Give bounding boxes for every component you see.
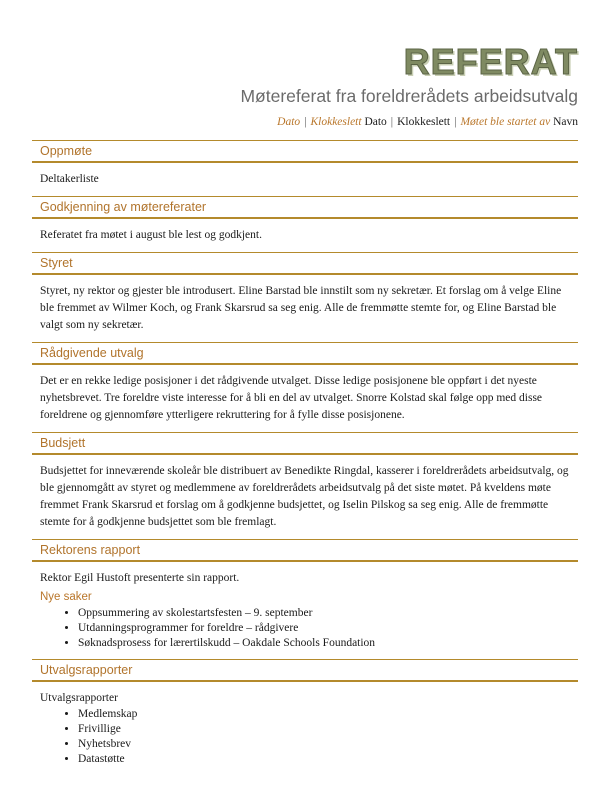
section-heading-attendance: Oppmøte: [32, 140, 578, 163]
attendance-text: Deltakerliste: [40, 173, 99, 185]
time-label: Klokkeslett: [310, 116, 362, 128]
started-by-label: Møtet ble startet av: [460, 116, 551, 128]
section-heading-board: Styret: [32, 252, 578, 275]
section-body-budget: [32, 455, 578, 539]
started-by-value: Navn: [553, 116, 578, 128]
separator: |: [304, 116, 307, 128]
list-item: • Medlemskap: [78, 707, 578, 722]
time-value: Klokkeslett: [397, 116, 451, 128]
list-item: • Søknadsprosess for lærertilskudd – Oakdale Schools Foundation: [78, 636, 578, 651]
list-item: • Nyhetsbrev: [78, 737, 578, 752]
meeting-meta-line: [277, 116, 578, 128]
section-body-principal: [32, 562, 578, 659]
new-items-subheading: Nye saker: [40, 591, 92, 603]
new-items-list: [40, 606, 578, 651]
list-item: • Datastøtte: [78, 752, 578, 767]
list-item: • Oppsummering av skolestartsfesten – 9. september: [78, 606, 578, 621]
section-heading-committees: Utvalgsrapporter: [32, 659, 578, 682]
section-body-approval: [32, 219, 578, 252]
principal-text: Rektor Egil Hustoft presenterte sin rapport.: [40, 572, 240, 584]
minutes-content: [32, 140, 578, 775]
section-heading-advisory: Rådgivende utvalg: [32, 342, 578, 365]
section-body-board: [32, 275, 578, 342]
section-heading-approval: Godkjenning av møtereferater: [32, 196, 578, 219]
board-text: Styret, ny rektor og gjester ble introdusert. Eline Barstad ble innstilt som ny sekretær. Et forslag om å velge Eline ble fremmet av Wilmer Koch, og Frank Skarsrud sa seg enig. Alle de fremmøtte stemte for, og Eline Barstad ble valgt som ny sekretær.: [40, 285, 562, 331]
document-title: Møtereferat fra foreldrerådets arbeidsutvalg: [240, 86, 578, 106]
section-body-attendance: [32, 163, 578, 196]
separator: |: [390, 116, 394, 128]
budget-text: Budsjettet for inneværende skoleår ble distribuert av Benedikte Ringdal, kasserer i foreldrerådets arbeidsutvalg, og ble gjennomgått av styret og medlemmene av foreldrerådets arbeidsutvalg på det siste møtet. På kveldens møte fremmet Frank Skarsrud et forslag om å godkjenne budsjettet, og Iselin Pilskog sa seg enig. Alle de fremmøtte stemte for å godkjenne budsjettet som ble fremlagt.: [40, 465, 569, 528]
date-value: Dato: [364, 116, 387, 128]
referat-logo: REFERAT: [403, 41, 578, 82]
section-body-advisory: [32, 365, 578, 432]
committees-list: [40, 707, 578, 767]
list-item: • Utdanningsprogrammer for foreldre – rådgivere: [78, 621, 578, 636]
section-body-committees: [32, 682, 578, 775]
separator: |: [454, 116, 457, 128]
committees-text: Utvalgsrapporter: [40, 692, 118, 704]
section-heading-budget: Budsjett: [32, 432, 578, 455]
section-heading-principal: Rektorens rapport: [32, 539, 578, 562]
list-item: • Frivillige: [78, 722, 578, 737]
advisory-text: Det er en rekke ledige posisjoner i det rådgivende utvalget. Disse ledige posisjonene ble oppført i det nyeste nyhetsbrevet. Tre foreldre viste interesse for å bli en del av utvalget. Snorre Kolstad skal følge opp med disse foreldrene og gjennomføre ytterligere rekruttering for å fylle disse posisjonene.: [40, 375, 543, 421]
approval-text: Referatet fra møtet i august ble lest og godkjent.: [40, 229, 262, 241]
date-label: Dato: [277, 116, 301, 128]
